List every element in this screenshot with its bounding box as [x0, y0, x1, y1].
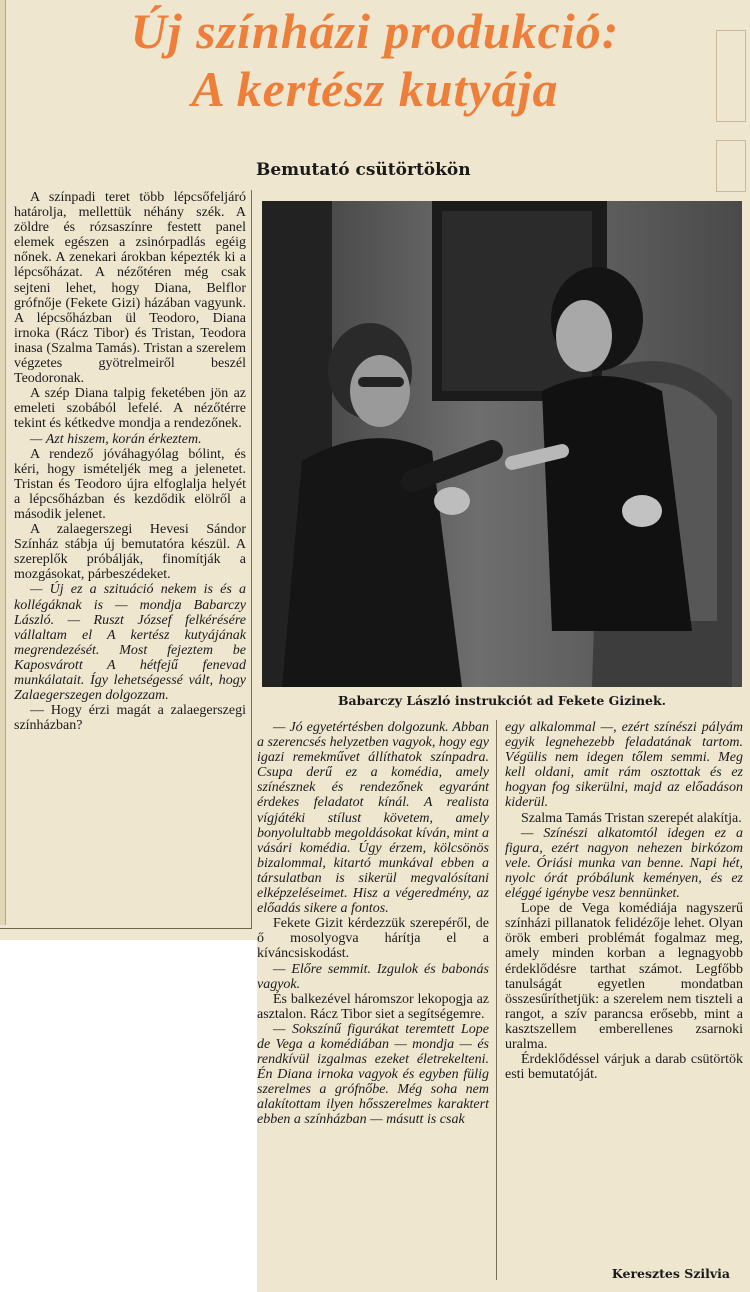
- paragraph: A zalaegerszegi Hevesi Sándor Színház stábja új bemutatóra készül. A szereplők próbálják, finomítják a mozgásokat, párbeszédeket.: [14, 522, 246, 583]
- rehearsal-photo-illustration: [262, 201, 742, 687]
- paragraph: Lope de Vega komédiája nagyszerű színházi pillanatok felidézője lehet. Olyan örök emberi problémát fogalmaz meg, amely minden korban a legnagyobb érdeklődésre tarthat számot. Legfőbb tanulságát egyetlen mondatban összesűríthetjük: a szerelem nem tiszteli a rangot, a szív parancsa erősebb, mint a kasztszellem emberellenes zsarnoki uralma.: [505, 901, 743, 1052]
- subtitle: Bemutató csütörtökön: [256, 160, 471, 180]
- bleed-through-box: [716, 140, 746, 192]
- paragraph: — Előre semmit. Izgulok és babonás vagyok.: [257, 961, 489, 992]
- paragraph: — Azt hiszem, korán érkeztem.: [30, 431, 202, 447]
- paragraph: A színpadi teret több lépcsőfeljáró határolja, mellettük néhány szék. A zöldre és rózsaszínre festett panel elemek egészen a zsinórpadlás egéig nőnek. A zenekari árokban képezték ki a lépcsőházat. A nézőtéren még csak sejteni lehet, hogy Diana, Belflor grófnője (Fekete Gizi) házában vagyunk. A lépcsőházban ül Teodoro, Diana irnoka (Rácz Tibor) és Tristan, Teodora inasa (Szalma Tamás). Tristan a szerelem végzetes gyötrelmeiről beszél Teodoronak.: [14, 190, 246, 387]
- paragraph: egy alkalommal —, ezért színészi pályám egyik legnehezebb feladatának tartom. Végülis nem idegen tőlem semmi. Meg kell oldani, amit rám osztottak és ez hogyan fog sikerülni, majd az előadáson kiderül.: [505, 720, 743, 811]
- paragraph: És balkezével háromszor lekopogja az asztalon. Rácz Tibor siet a segítségemre.: [257, 991, 489, 1022]
- headline-line-2: A kertész kutyája: [191, 61, 559, 117]
- article-column-3: [505, 720, 743, 1082]
- paragraph: — Új ez a szituáció nekem is és a kollégáknak is — mondja Babarczy László. — Ruszt József felkérésére vállaltam el A kertész kutyájának megrendezését. Most fejeztem be Kaposvárott A hétfejű fenevad munkálatait. Így lehetségessé vált, hogy Zalaegerszegen dolgozzam.: [14, 582, 246, 704]
- paragraph: — Sokszínű figurákat teremtett Lope de Vega a komédiában — mondja — és rendkívül izgalmas ezeket életrekelteni. Én Diana irnoka vagyok és egyben fülig szerelmes a grófnőbe. Még soha nem alakítottam ilyen hősszerelmes karaktert ebben a színházban — másutt is csak: [257, 1021, 489, 1128]
- paragraph: — Jó egyetértésben dolgozunk. Abban a szerencsés helyzetben vagyok, hogy egy igazi remekművet állíthatok színpadra. Csupa derű ez a komédia, amely színésznek és rendezőnek egyaránt érdekes feladatot kínál. A realista vígjátéki stílust követem, amely bonyolultabb megoldásokat kíván, mint a vásári komédia. Úgy érzem, kölcsönös bizalommal, kitartó munkával ebben a társulatban is sikerül megvalósítani elképzeléseimet. Hisz a végeredmény, az előadás sikere a fontos.: [257, 720, 489, 917]
- paragraph: — Hogy érzi magát a zalaegerszegi színházban?: [14, 703, 246, 734]
- headline-line-1: Új színházi produkció:: [130, 3, 620, 59]
- clipping-left-edge: [0, 0, 6, 925]
- paragraph: Szalma Tamás Tristan szerepét alakítja.: [521, 810, 742, 826]
- paragraph: — Színészi alkatomtól idegen ez a figura, ezért nagyon nehezen birkózom vele. Óriási munka van benne. Napi hét, nyolc órát próbálunk keményen, és ez eléggé igénybe vesz bennünket.: [505, 825, 743, 902]
- paragraph: A szép Diana talpig feketében jön az emeleti szobából lefelé. A nézőtérre tekint és kétkedve mondja a rendezőnek.: [14, 386, 246, 432]
- photo-caption: Babarczy László instrukciót ad Fekete Gizinek.: [337, 693, 667, 708]
- clipping-bottom-edge: [0, 928, 252, 929]
- article-column-2: [257, 720, 489, 1128]
- paragraph: A rendező jóváhagyólag bólint, és kéri, hogy ismételjék meg a jelenetet. Tristan és Teodoro újra elfoglalja helyét a lépcsőházban és kezdődik elölről a második jelenet.: [14, 446, 246, 522]
- rehearsal-photo: [262, 201, 742, 687]
- column-divider: [496, 720, 497, 1280]
- column-divider: [251, 190, 252, 928]
- paragraph: Érdeklődéssel várjuk a darab csütörtök esti bemutatóját.: [505, 1052, 743, 1083]
- paragraph: Fekete Gizit kérdezzük szerepéről, de ő mosolyogva hárítja el a kíváncsiskodást.: [257, 916, 489, 962]
- article-column-1: [14, 190, 246, 733]
- author-byline: Keresztes Szilvia: [611, 1266, 730, 1281]
- headline: [0, 2, 750, 118]
